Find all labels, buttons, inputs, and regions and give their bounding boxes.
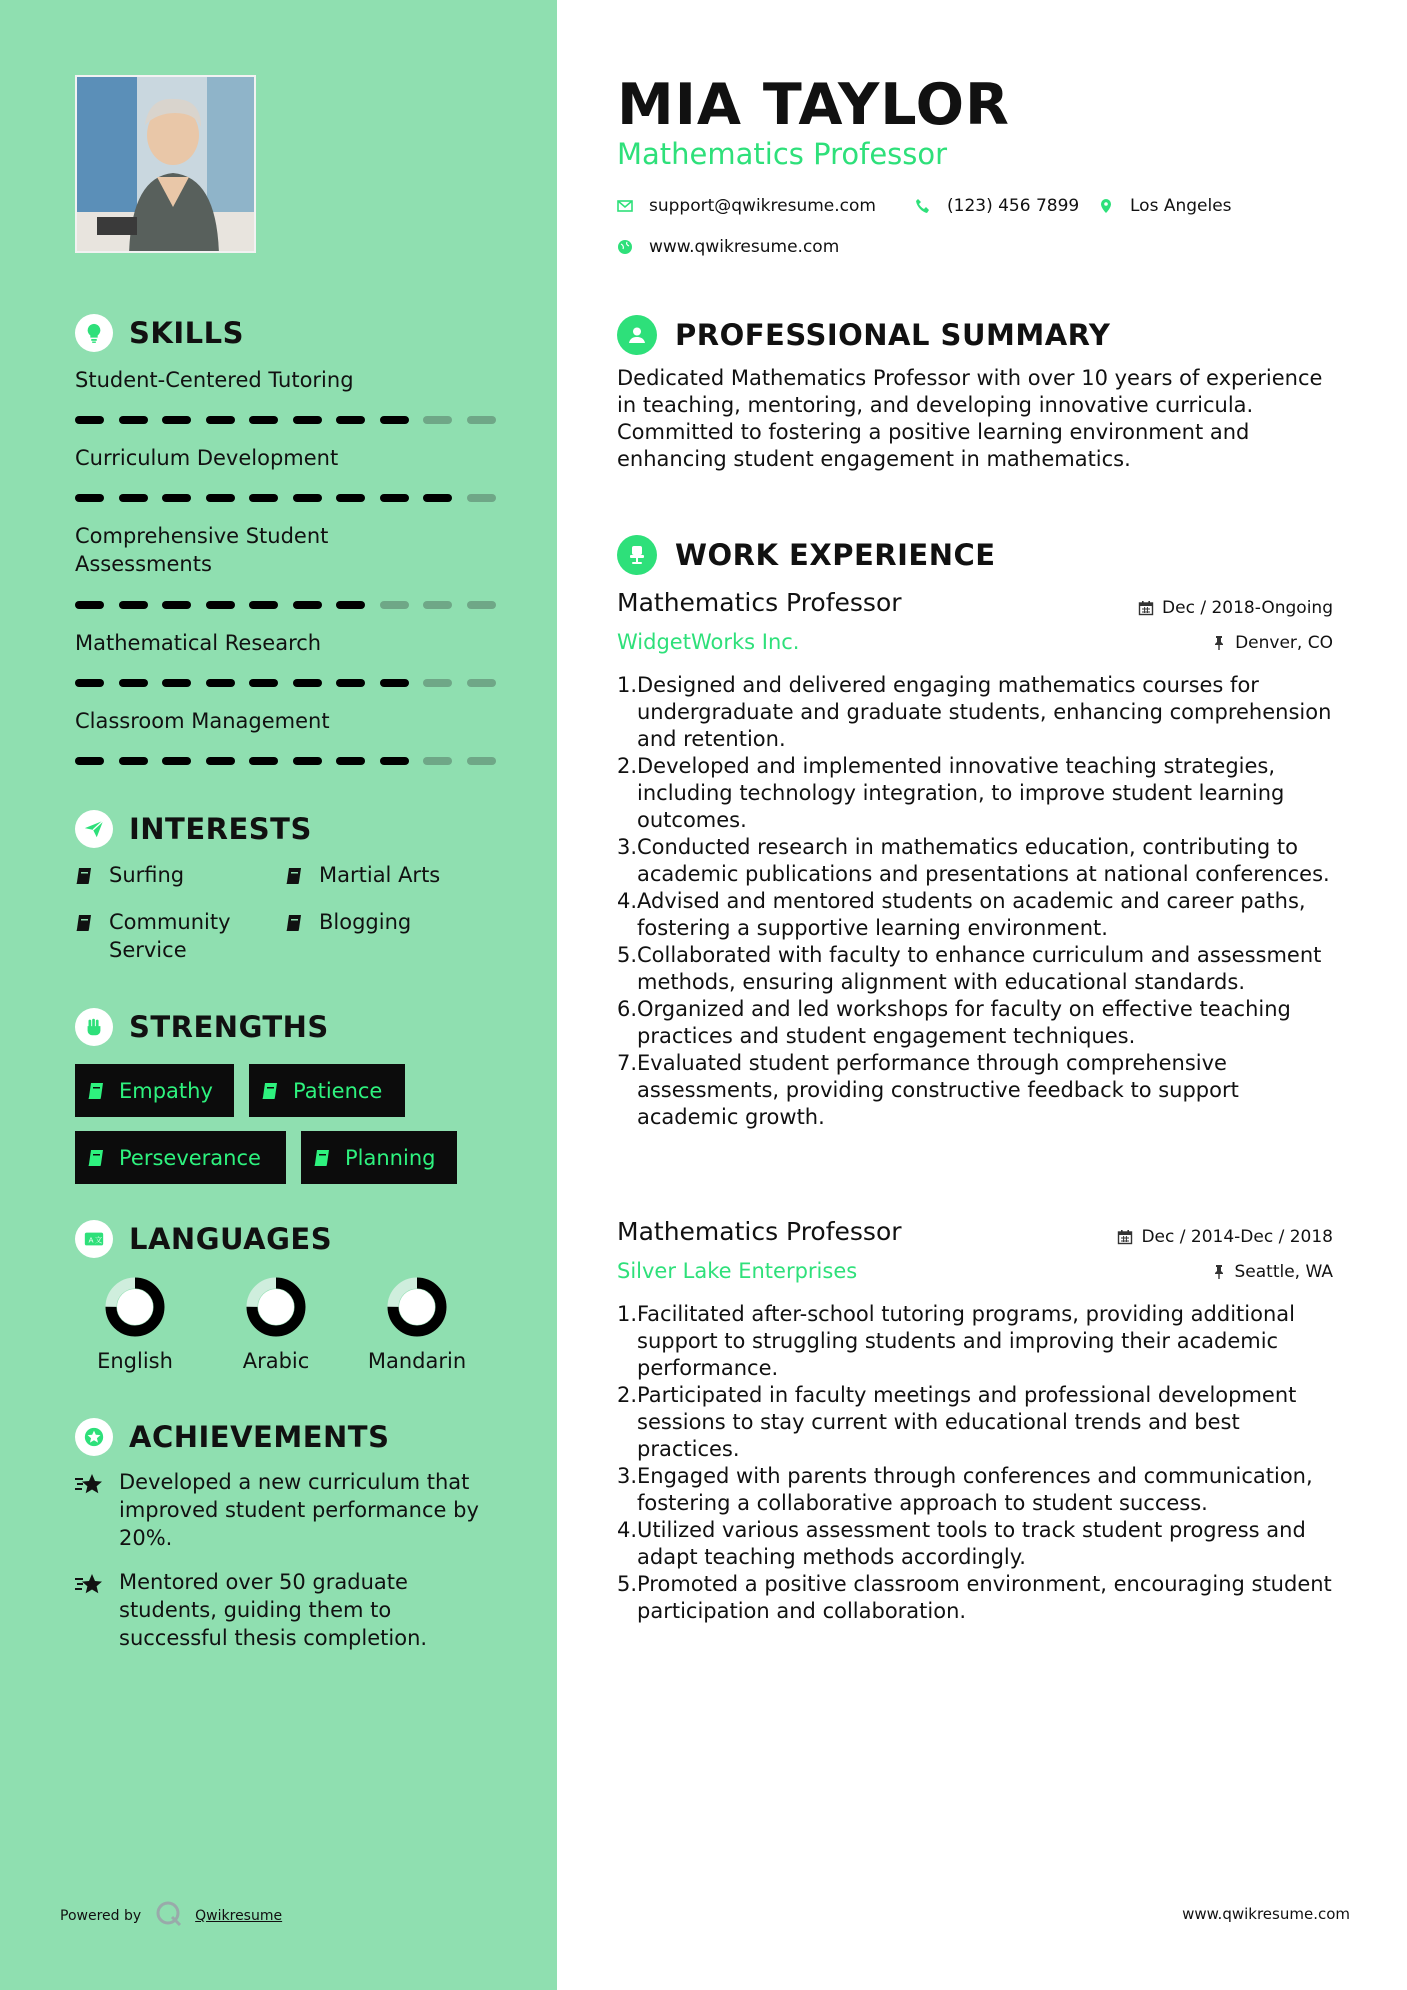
skill-dash-filled xyxy=(293,416,322,424)
skill-dash-filled xyxy=(380,757,409,765)
skill-dash-filled xyxy=(119,679,148,687)
responsibility-number: 4. xyxy=(617,1518,638,1542)
proficiency-ring-center xyxy=(399,1289,435,1325)
summary-title: PROFESSIONAL SUMMARY xyxy=(675,318,1111,352)
skill-level-bar xyxy=(75,416,500,424)
job-title: Mathematics Professor xyxy=(617,588,902,617)
star-icon xyxy=(75,1568,105,1652)
skill-level-bar xyxy=(75,494,500,502)
responsibility-item xyxy=(617,672,1337,753)
responsibility-number: 3. xyxy=(617,1464,638,1488)
skill-dash-filled xyxy=(162,757,191,765)
responsibility-number: 1. xyxy=(617,1302,638,1326)
responsibility-text: Collaborated with faculty to enhance curriculum and assessment methods, ensuring alignment with educational standards. xyxy=(637,943,1322,994)
skill-dash-filled xyxy=(380,679,409,687)
skill-dash-filled xyxy=(336,601,365,609)
responsibility-number: 6. xyxy=(617,997,638,1021)
responsibility-text: Advised and mentored students on academic and career paths, fostering a supportive learning environment. xyxy=(637,889,1306,940)
interests-heading xyxy=(75,810,312,848)
fist-icon xyxy=(75,1008,113,1046)
languages-heading xyxy=(75,1220,332,1258)
globe-icon xyxy=(617,239,633,255)
skill-dash-empty xyxy=(423,679,452,687)
skill-dash-filled xyxy=(119,601,148,609)
responsibility-item xyxy=(617,888,1337,942)
candidate-title: Mathematics Professor xyxy=(617,137,948,171)
skill-dash-filled xyxy=(336,757,365,765)
skill-dash-empty xyxy=(467,601,496,609)
skill-dash-filled xyxy=(336,494,365,502)
job-location xyxy=(1211,633,1333,653)
responsibility-number: 2. xyxy=(617,754,638,778)
svg-text:文: 文 xyxy=(94,1235,103,1245)
translate-icon xyxy=(75,1220,113,1258)
responsibility-item xyxy=(617,834,1337,888)
office-chair-icon xyxy=(617,535,657,575)
star-badge-icon xyxy=(75,1418,113,1456)
languages-title: LANGUAGES xyxy=(129,1222,333,1256)
skill-dash-empty xyxy=(467,494,496,502)
skill-dash-filled xyxy=(249,757,278,765)
skill-dash-filled xyxy=(336,679,365,687)
language-proficiency-ring xyxy=(103,1275,167,1339)
interests-title: INTERESTS xyxy=(129,812,312,846)
job-company: Silver Lake Enterprises xyxy=(617,1259,858,1283)
skill-dash-empty xyxy=(380,601,409,609)
qwikresume-link[interactable]: Qwikresume xyxy=(195,1908,283,1924)
language-item xyxy=(216,1275,336,1373)
skill-dash-filled xyxy=(75,757,104,765)
achievements-heading xyxy=(75,1418,389,1456)
responsibility-text: Conducted research in mathematics education, contributing to academic publications and presentations at national conferences. xyxy=(637,835,1330,886)
summary-text: Dedicated Mathematics Professor with over 10 years of experience in teaching, mentoring, and developing innovative curricula. Committed to fostering a positive learning environment and enhancing student engagement in mathematics. xyxy=(617,366,1323,471)
skill-dash-filled xyxy=(249,601,278,609)
responsibility-text: Evaluated student performance through comprehensive assessments, providing constructive feedback to support academic growth. xyxy=(637,1051,1239,1129)
skill-dash-filled xyxy=(75,416,104,424)
powered-by xyxy=(60,1900,282,1932)
contact-email xyxy=(617,196,876,216)
responsibility-item xyxy=(617,1463,1337,1517)
skill-name: Curriculum Development xyxy=(75,446,339,470)
experience-title: WORK EXPERIENCE xyxy=(675,538,996,572)
responsibility-number: 4. xyxy=(617,889,638,913)
contact-website xyxy=(617,237,839,257)
job-responsibilities xyxy=(617,1301,1337,1625)
skill-dash-filled xyxy=(119,416,148,424)
skill-dash-filled xyxy=(249,679,278,687)
interest-item xyxy=(285,908,411,940)
responsibility-item xyxy=(617,753,1337,834)
envelope-icon xyxy=(617,198,633,214)
phone-text: (123) 456 7899 xyxy=(947,196,1080,216)
skill-dash-filled xyxy=(380,494,409,502)
responsibility-text: Developed and implemented innovative teaching strategies, including technology integration, to improve student learning outcomes. xyxy=(637,754,1285,832)
book-icon xyxy=(261,1081,281,1101)
skill-dash-filled xyxy=(249,494,278,502)
job-dates xyxy=(1138,598,1333,618)
skill-dash-filled xyxy=(249,416,278,424)
skill-dash-filled xyxy=(336,416,365,424)
achievement-text: Developed a new curriculum that improved student performance by 20%. xyxy=(119,1470,479,1550)
contact-location xyxy=(1098,196,1232,216)
interest-item xyxy=(285,861,440,893)
interest-label: Community Service xyxy=(109,910,231,962)
responsibility-number: 5. xyxy=(617,1572,638,1596)
responsibility-item xyxy=(617,1050,1337,1131)
skill-level-bar xyxy=(75,601,500,609)
skill-dash-filled xyxy=(119,757,148,765)
skill-dash-filled xyxy=(206,757,235,765)
language-item xyxy=(357,1275,477,1373)
pushpin-icon xyxy=(1211,1264,1227,1280)
strength-label: Empathy xyxy=(119,1078,213,1103)
responsibility-item xyxy=(617,1571,1337,1625)
strength-label: Planning xyxy=(345,1145,436,1170)
skill-dash-filled xyxy=(75,494,104,502)
language-name: English xyxy=(97,1349,173,1373)
language-name: Arabic xyxy=(242,1349,310,1373)
book-icon xyxy=(75,908,97,964)
summary-heading xyxy=(617,315,1110,355)
skill-dash-filled xyxy=(293,757,322,765)
skill-dash-filled xyxy=(206,494,235,502)
responsibility-item xyxy=(617,1301,1337,1382)
profile-photo xyxy=(75,75,256,253)
responsibility-number: 2. xyxy=(617,1383,638,1407)
website-text[interactable]: www.qwikresume.com xyxy=(649,237,840,257)
skill-level-bar xyxy=(75,757,500,765)
email-text[interactable]: support@qwikresume.com xyxy=(649,196,876,216)
book-icon xyxy=(87,1081,107,1101)
sidebar xyxy=(0,0,557,1990)
calendar-icon xyxy=(1117,1229,1133,1245)
book-icon xyxy=(313,1148,333,1168)
skill-dash-filled xyxy=(293,601,322,609)
strength-chip xyxy=(75,1064,234,1117)
responsibility-text: Facilitated after-school tutoring programs, providing additional support to struggling students and improving their academic performance. xyxy=(637,1302,1295,1380)
responsibility-number: 7. xyxy=(617,1051,638,1075)
responsibility-number: 5. xyxy=(617,943,638,967)
responsibility-number: 3. xyxy=(617,835,638,859)
strength-label: Perseverance xyxy=(119,1145,261,1170)
calendar-icon xyxy=(1138,600,1154,616)
achievement-item xyxy=(75,1468,505,1552)
book-icon xyxy=(75,861,97,893)
book-icon xyxy=(285,908,307,940)
skill-name: Comprehensive Student Assessments xyxy=(75,524,329,576)
responsibility-text: Designed and delivered engaging mathematics courses for undergraduate and graduate students, enhancing comprehension and retention. xyxy=(637,673,1332,751)
responsibility-text: Utilized various assessment tools to track student progress and adapt teaching methods accordingly. xyxy=(637,1518,1306,1569)
skill-dash-filled xyxy=(162,416,191,424)
skill-name: Student-Centered Tutoring xyxy=(75,368,354,392)
proficiency-ring-center xyxy=(117,1289,153,1325)
skill-dash-empty xyxy=(467,679,496,687)
paper-plane-icon xyxy=(75,810,113,848)
responsibility-text: Engaged with parents through conferences and communication, fostering a collaborative approach to student success. xyxy=(637,1464,1313,1515)
footer-website[interactable]: www.qwikresume.com xyxy=(1182,1905,1350,1923)
skills-title: SKILLS xyxy=(129,316,244,350)
skill-name: Mathematical Research xyxy=(75,631,322,655)
skill-dash-filled xyxy=(119,494,148,502)
job-title: Mathematics Professor xyxy=(617,1217,902,1246)
pushpin-icon xyxy=(1211,635,1227,651)
location-text: Los Angeles xyxy=(1130,196,1232,216)
skill-dash-empty xyxy=(467,757,496,765)
skill-dash-filled xyxy=(206,679,235,687)
powered-by-label: Powered by xyxy=(60,1908,142,1924)
book-icon xyxy=(87,1148,107,1168)
achievement-item xyxy=(75,1568,505,1652)
strength-chip xyxy=(75,1131,286,1184)
responsibility-number: 1. xyxy=(617,673,638,697)
responsibility-item xyxy=(617,1382,1337,1463)
responsibility-item xyxy=(617,996,1337,1050)
skill-dash-filled xyxy=(293,494,322,502)
interest-label: Martial Arts xyxy=(319,863,441,887)
skill-dash-filled xyxy=(162,494,191,502)
skill-dash-filled xyxy=(423,494,452,502)
language-proficiency-ring xyxy=(385,1275,449,1339)
skill-name: Classroom Management xyxy=(75,709,330,733)
strength-chip xyxy=(301,1131,457,1184)
language-proficiency-ring xyxy=(244,1275,308,1339)
responsibility-text: Organized and led workshops for faculty on effective teaching practices and student engagement techniques. xyxy=(637,997,1291,1048)
svg-text:A: A xyxy=(88,1235,94,1245)
skill-dash-filled xyxy=(380,416,409,424)
skill-dash-filled xyxy=(75,679,104,687)
skill-dash-filled xyxy=(162,601,191,609)
job-responsibilities xyxy=(617,672,1337,1131)
interest-label: Blogging xyxy=(319,910,412,934)
strength-chip xyxy=(249,1064,405,1117)
job-dates-text: Dec / 2014-Dec / 2018 xyxy=(1141,1227,1333,1247)
job-location xyxy=(1211,1262,1334,1282)
skill-level-bar xyxy=(75,679,500,687)
proficiency-ring-center xyxy=(258,1289,294,1325)
responsibility-item xyxy=(617,942,1337,996)
phone-icon xyxy=(915,198,931,214)
job-dates xyxy=(1117,1227,1333,1247)
job-location-text: Denver, CO xyxy=(1235,633,1333,653)
candidate-name: MIA TAYLOR xyxy=(617,72,1010,138)
skill-dash-empty xyxy=(467,416,496,424)
skill-dash-filled xyxy=(206,416,235,424)
job-dates-text: Dec / 2018-Ongoing xyxy=(1162,598,1333,618)
contact-phone xyxy=(915,196,1079,216)
strengths-title: STRENGTHS xyxy=(129,1010,329,1044)
strengths-heading xyxy=(75,1008,329,1046)
star-icon xyxy=(75,1468,105,1552)
job-company: WidgetWorks Inc. xyxy=(617,630,800,654)
job-location-text: Seattle, WA xyxy=(1234,1262,1333,1282)
skill-dash-filled xyxy=(206,601,235,609)
skills-heading xyxy=(75,314,244,352)
skill-dash-empty xyxy=(423,416,452,424)
achievement-text: Mentored over 50 graduate students, guiding them to successful thesis completion. xyxy=(119,1570,428,1650)
skill-dash-empty xyxy=(423,601,452,609)
skill-dash-filled xyxy=(75,601,104,609)
responsibility-item xyxy=(617,1517,1337,1571)
responsibility-text: Participated in faculty meetings and professional development sessions to stay current with educational trends and best practices. xyxy=(637,1383,1297,1461)
skill-dash-empty xyxy=(423,757,452,765)
language-item xyxy=(75,1275,195,1373)
achievements-title: ACHIEVEMENTS xyxy=(129,1420,390,1454)
skill-dash-filled xyxy=(293,679,322,687)
qwikresume-logo-icon xyxy=(155,1900,183,1932)
book-icon xyxy=(285,861,307,893)
skill-dash-filled xyxy=(162,679,191,687)
strength-label: Patience xyxy=(293,1078,383,1103)
user-icon xyxy=(617,315,657,355)
lightbulb-icon xyxy=(75,314,113,352)
interest-item xyxy=(75,861,184,893)
interest-label: Surfing xyxy=(109,863,185,887)
map-pin-icon xyxy=(1098,198,1114,214)
responsibility-text: Promoted a positive classroom environment, encouraging student participation and collaboration. xyxy=(637,1572,1332,1623)
interest-item xyxy=(75,908,275,964)
language-name: Mandarin xyxy=(367,1349,467,1373)
experience-heading xyxy=(617,535,996,575)
